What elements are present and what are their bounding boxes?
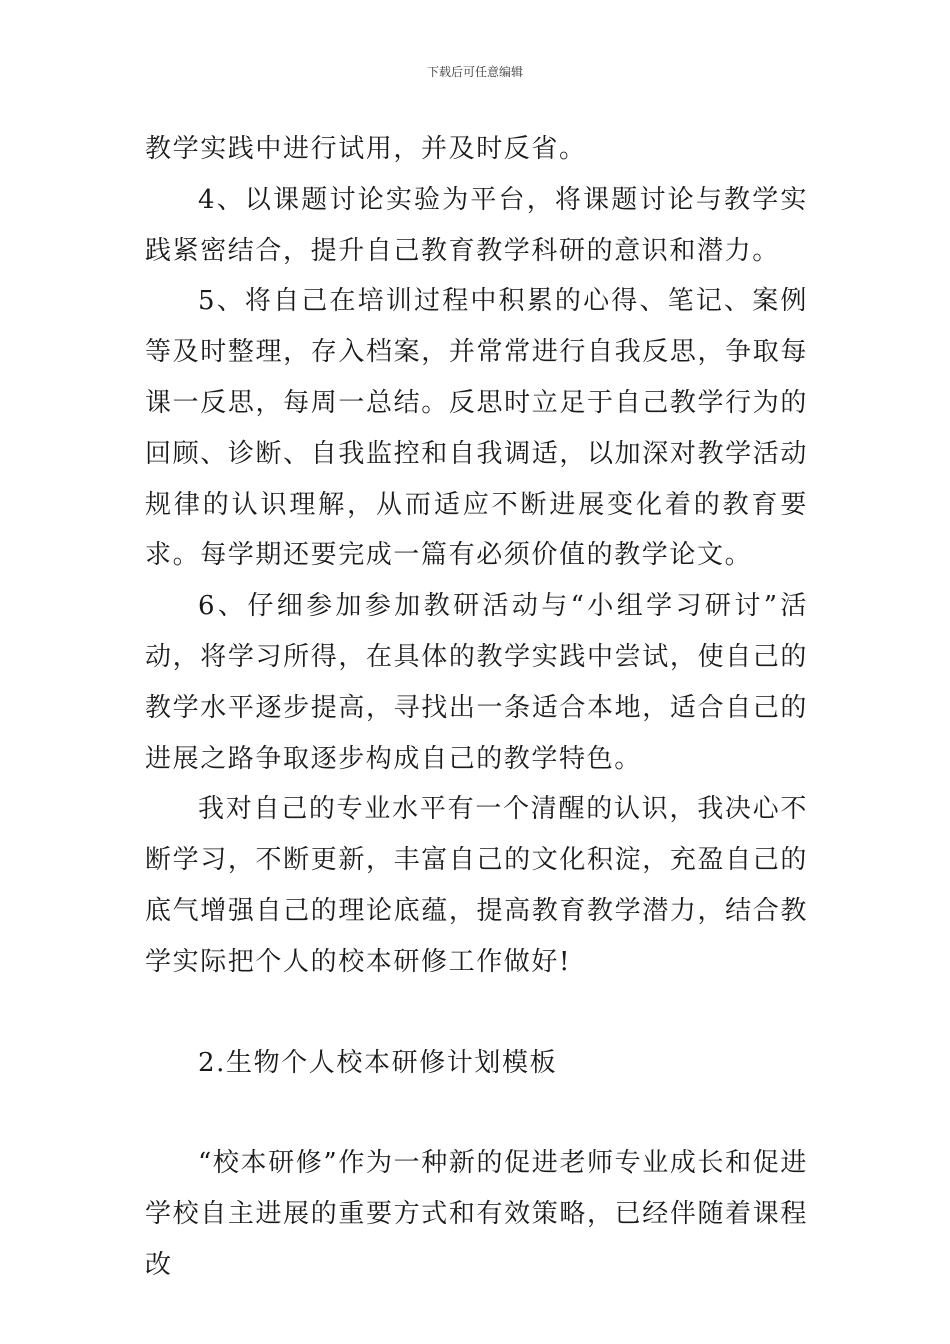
- paragraph-conclusion: 我对自己的专业水平有一个清醒的认识，我决心不断学习，不断更新，丰富自己的文化积淀，充盈自己的底气增强自己的理论底蕴，提高教育教学潜力，结合教学实际把个人的校本研修工作做好!: [145, 794, 808, 977]
- paragraph-continuation: 教学实践中进行试用，并及时反省。: [145, 134, 587, 164]
- paragraph-item-5: 5、将自己在培训过程中积累的心得、笔记、案例等及时整理，存入档案，并常常进行自我反思，争取每课一反思，每周一总结。反思时立足于自己教学行为的回顾、诊断、自我监控和自我调适，以加深对教学活动规律的认识理解，从而适应不断进展变化着的教育要求。每学期还要完成一篇有必须价值的教学论文。: [145, 286, 808, 571]
- section-heading: 2.生物个人校本研修计划模板: [198, 1047, 558, 1078]
- document-body: [145, 124, 808, 1291]
- paragraph-item-6: 6、仔细参加参加教研活动与“小组学习研讨”活动，将学习所得，在具体的教学实践中尝试，使自己的教学水平逐步提高，寻找出一条适合本地，适合自己的进展之路争取逐步构成自己的教学特色。: [145, 591, 808, 774]
- page-header: 下载后可任意编辑: [426, 65, 523, 79]
- paragraph-intro: “校本研修”作为一种新的促进老师专业成长和促进学校自主进展的重要方式和有效策略，已经伴随着课程改: [145, 1148, 808, 1280]
- paragraph-item-4: 4、以课题讨论实验为平台，将课题讨论与教学实践紧密结合，提升自己教育教学科研的意识和潜力。: [145, 184, 808, 266]
